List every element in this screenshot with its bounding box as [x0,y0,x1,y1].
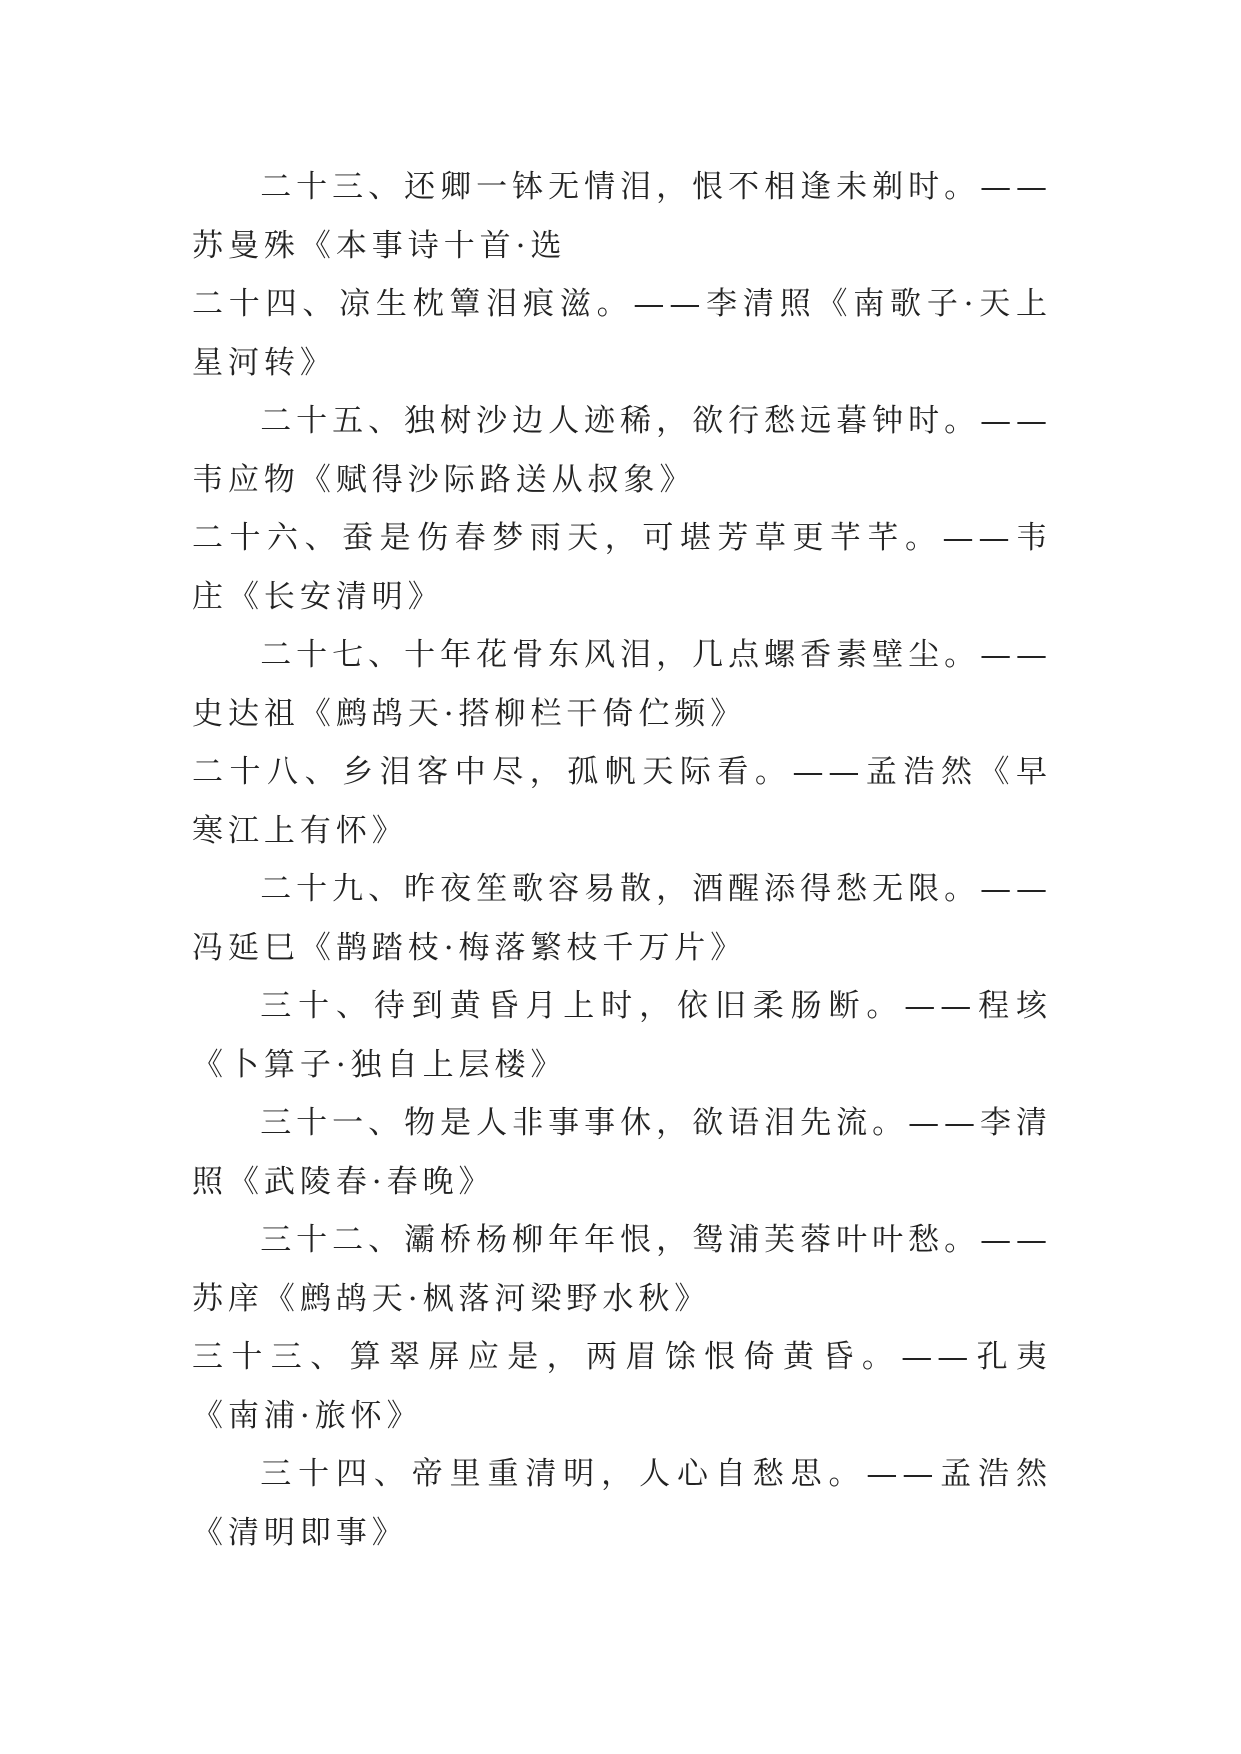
poem-line-25: 二十五、独树沙边人迹稀，欲行愁远暮钟时。——韦应物《赋得沙际路送从叔象》 [192,403,1052,498]
poem-line-29: 二十九、昨夜笙歌容易散，酒醒添得愁无限。——冯延巳《鹊踏枝·梅落繁枝千万片》 [192,871,1052,966]
poem-line-33: 三十三、算翠屏应是，两眉馀恨倚黄昏。——孔夷《南浦·旅怀》 [192,1339,1052,1434]
poem-line-23: 二十三、还卿一钵无情泪，恨不相逢未剃时。——苏曼殊《本事诗十首·选 [192,169,1052,264]
poem-line-27: 二十七、十年花骨东风泪，几点螺香素壁尘。——史达祖《鹧鸪天·搭柳栏干倚伫频》 [192,637,1052,732]
poem-line-34: 三十四、帝里重清明，人心自愁思。——孟浩然《清明即事》 [192,1456,1052,1551]
poem-line-30: 三十、待到黄昏月上时，依旧柔肠断。——程垓《卜算子·独自上层楼》 [192,988,1052,1083]
poem-line-32: 三十二、灞桥杨柳年年恨，鸳浦芙蓉叶叶愁。——苏庠《鹧鸪天·枫落河梁野水秋》 [192,1222,1052,1317]
poem-line-28: 二十八、乡泪客中尽，孤帆天际看。——孟浩然《早寒江上有怀》 [192,754,1052,849]
document-page [192,158,1052,1562]
poem-line-31: 三十一、物是人非事事休，欲语泪先流。——李清照《武陵春·春晚》 [192,1105,1052,1200]
poem-line-24: 二十四、凉生枕簟泪痕滋。——李清照《南歌子·天上星河转》 [192,286,1052,381]
poem-line-26: 二十六、蚕是伤春梦雨天，可堪芳草更芊芊。——韦庄《长安清明》 [192,520,1052,615]
